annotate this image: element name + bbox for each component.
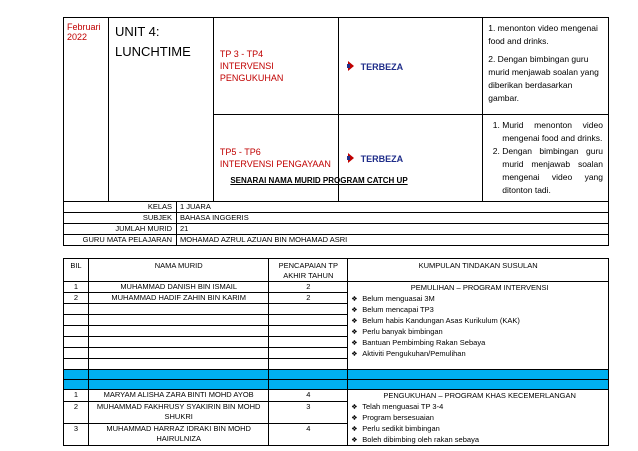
info-key: KELAS [64, 202, 177, 213]
info-key: JUMLAH MURID [64, 224, 177, 235]
cell-bil: 1 [64, 390, 89, 402]
cell-nama: MUHAMMAD DANISH BIN ISMAIL [88, 282, 268, 293]
cell-tp: 4 [269, 390, 348, 402]
action-text: Belum menguasai 3M [362, 294, 435, 303]
action-text: Telah menguasai TP 3-4 [362, 402, 444, 411]
cell-bil: 3 [64, 423, 89, 445]
action-item [351, 293, 608, 304]
action-text: Aktiviti Pengukuhan/Pemulihan [362, 349, 466, 358]
arrow-icon [347, 61, 355, 71]
info-row [64, 235, 609, 246]
desc-cell-1 [483, 18, 609, 115]
diamond-bullet-icon: ❖ [351, 307, 358, 314]
page-title: SENARAI NAMA MURID PROGRAM CATCH UP [230, 176, 408, 185]
diamond-bullet-icon: ❖ [351, 415, 358, 422]
info-row [64, 202, 609, 213]
cell-nama [88, 423, 268, 445]
badge-cell-1 [338, 18, 483, 115]
badge-label: TERBEZA [360, 61, 404, 72]
cell-nama: MUHAMMAD HADIF ZAHIN BIN KARIM [88, 293, 268, 304]
info-value: BAHASA INGGERIS [177, 213, 609, 224]
cell-nama-line1: MUHAMMAD FAKHRUSY SYAKIRIN BIN MOHD [96, 401, 261, 411]
separator-row [64, 370, 609, 380]
tp-cell-2 [213, 115, 338, 202]
tp-range: TP5 - TP6 [219, 147, 261, 157]
cell-bil: 2 [64, 401, 89, 423]
separator-row [64, 380, 609, 390]
cell-tp: 2 [269, 293, 348, 304]
tp-label: INTERVENSI PENGUKUHAN [219, 61, 284, 83]
info-row [64, 213, 609, 224]
cell-tp: 4 [269, 423, 348, 445]
header-pencapaian-line1: PENCAPAIAN TP [278, 261, 338, 270]
unit-cell [108, 18, 213, 202]
action-cell-2 [348, 390, 609, 446]
diamond-bullet-icon: ❖ [351, 318, 358, 325]
cell-nama-line2: HAIRULNIZA [156, 433, 201, 443]
header-tindakan: KUMPULAN TINDAKAN SUSULAN [348, 259, 609, 282]
info-value: 1 JUARA [177, 202, 609, 213]
action-item [351, 326, 608, 337]
table-header-row [64, 259, 609, 282]
table-row [64, 390, 609, 402]
action-text: Perlu sedikit bimbingan [362, 424, 440, 433]
cell-nama [88, 401, 268, 423]
desc-item: 1. menonton video mengenai food and drinks. [488, 23, 598, 46]
info-key: SUBJEK [64, 213, 177, 224]
action-text: Program bersesuaian [362, 413, 434, 422]
desc-item: 2. Dengan bimbingan guru murid menjawab soalan yang diberikan berdasarkan gambar. [488, 54, 599, 103]
lesson-plan-table [63, 17, 609, 202]
action-title: PENGUKUHAN – PROGRAM KHAS KECEMERLANGAN [383, 391, 576, 400]
cell-tp: 2 [269, 282, 348, 293]
tp-cell-1 [213, 18, 338, 115]
desc-cell-2 [483, 115, 609, 202]
table-row [64, 282, 609, 293]
action-item [351, 348, 608, 359]
diamond-bullet-icon: ❖ [351, 340, 358, 347]
tp-label: INTERVENSI PENGAYAAN [219, 159, 331, 169]
action-item [351, 304, 608, 315]
diamond-bullet-icon: ❖ [351, 296, 358, 303]
header-nama: NAMA MURID [88, 259, 268, 282]
desc-item: 2. Dengan bimbingan guru murid menjawab soalan mengenai video yang ditonton tadi. [502, 145, 603, 197]
badge-cell-2 [338, 115, 483, 202]
info-row [64, 224, 609, 235]
action-item [351, 401, 608, 412]
class-info-table [63, 201, 609, 246]
action-item [351, 423, 608, 434]
student-table [63, 258, 609, 446]
action-text: Bantuan Pembimbing Rakan Sebaya [362, 338, 486, 347]
action-item [351, 315, 608, 326]
diamond-bullet-icon: ❖ [351, 351, 358, 358]
cell-tp: 3 [269, 401, 348, 423]
diamond-bullet-icon: ❖ [351, 404, 358, 411]
unit-title: LUNCHTIME [114, 44, 191, 59]
action-item [351, 337, 608, 348]
action-item [351, 412, 608, 423]
cell-nama: MARYAM ALISHA ZARA BINTI MOHD AYOB [88, 390, 268, 402]
arrow-icon [347, 153, 355, 163]
diamond-bullet-icon: ❖ [351, 329, 358, 336]
action-cell-1 [348, 282, 609, 370]
header-pencapaian-line2: AKHIR TAHUN [283, 271, 334, 280]
cell-nama-line2: SHUKRI [164, 411, 193, 421]
action-text: Belum habis Kandungan Asas Kurikulum (KAK) [362, 316, 520, 325]
action-text: Belum mencapai TP3 [362, 305, 434, 314]
header-bil: BIL [64, 259, 89, 282]
action-text: Perlu banyak bimbingan [362, 327, 443, 336]
desc-list [488, 119, 603, 197]
cell-bil: 1 [64, 282, 89, 293]
action-item [351, 434, 608, 445]
cell-nama-line1: MUHAMMAD HARRAZ IDRAKI BIN MOHD [106, 423, 251, 433]
desc-item: 1. Murid menonton video mengenai food and drinks. [502, 119, 603, 145]
action-title: PEMULIHAN – PROGRAM INTERVENSI [410, 283, 549, 292]
info-value: MOHAMAD AZRUL AZUAN BIN MOHAMAD ASRI [177, 235, 609, 246]
tp-range: TP 3 - TP4 [219, 49, 264, 59]
info-key: GURU MATA PELAJARAN [64, 235, 177, 246]
unit-number: UNIT 4: [114, 24, 160, 39]
month-cell: Februari 2022 [64, 18, 109, 202]
badge-label: TERBEZA [360, 153, 404, 164]
diamond-bullet-icon: ❖ [351, 437, 358, 444]
cell-bil: 2 [64, 293, 89, 304]
header-pencapaian [269, 259, 348, 282]
info-value: 21 [177, 224, 609, 235]
diamond-bullet-icon: ❖ [351, 426, 358, 433]
action-text: Boleh dibimbing oleh rakan sebaya [362, 435, 479, 444]
